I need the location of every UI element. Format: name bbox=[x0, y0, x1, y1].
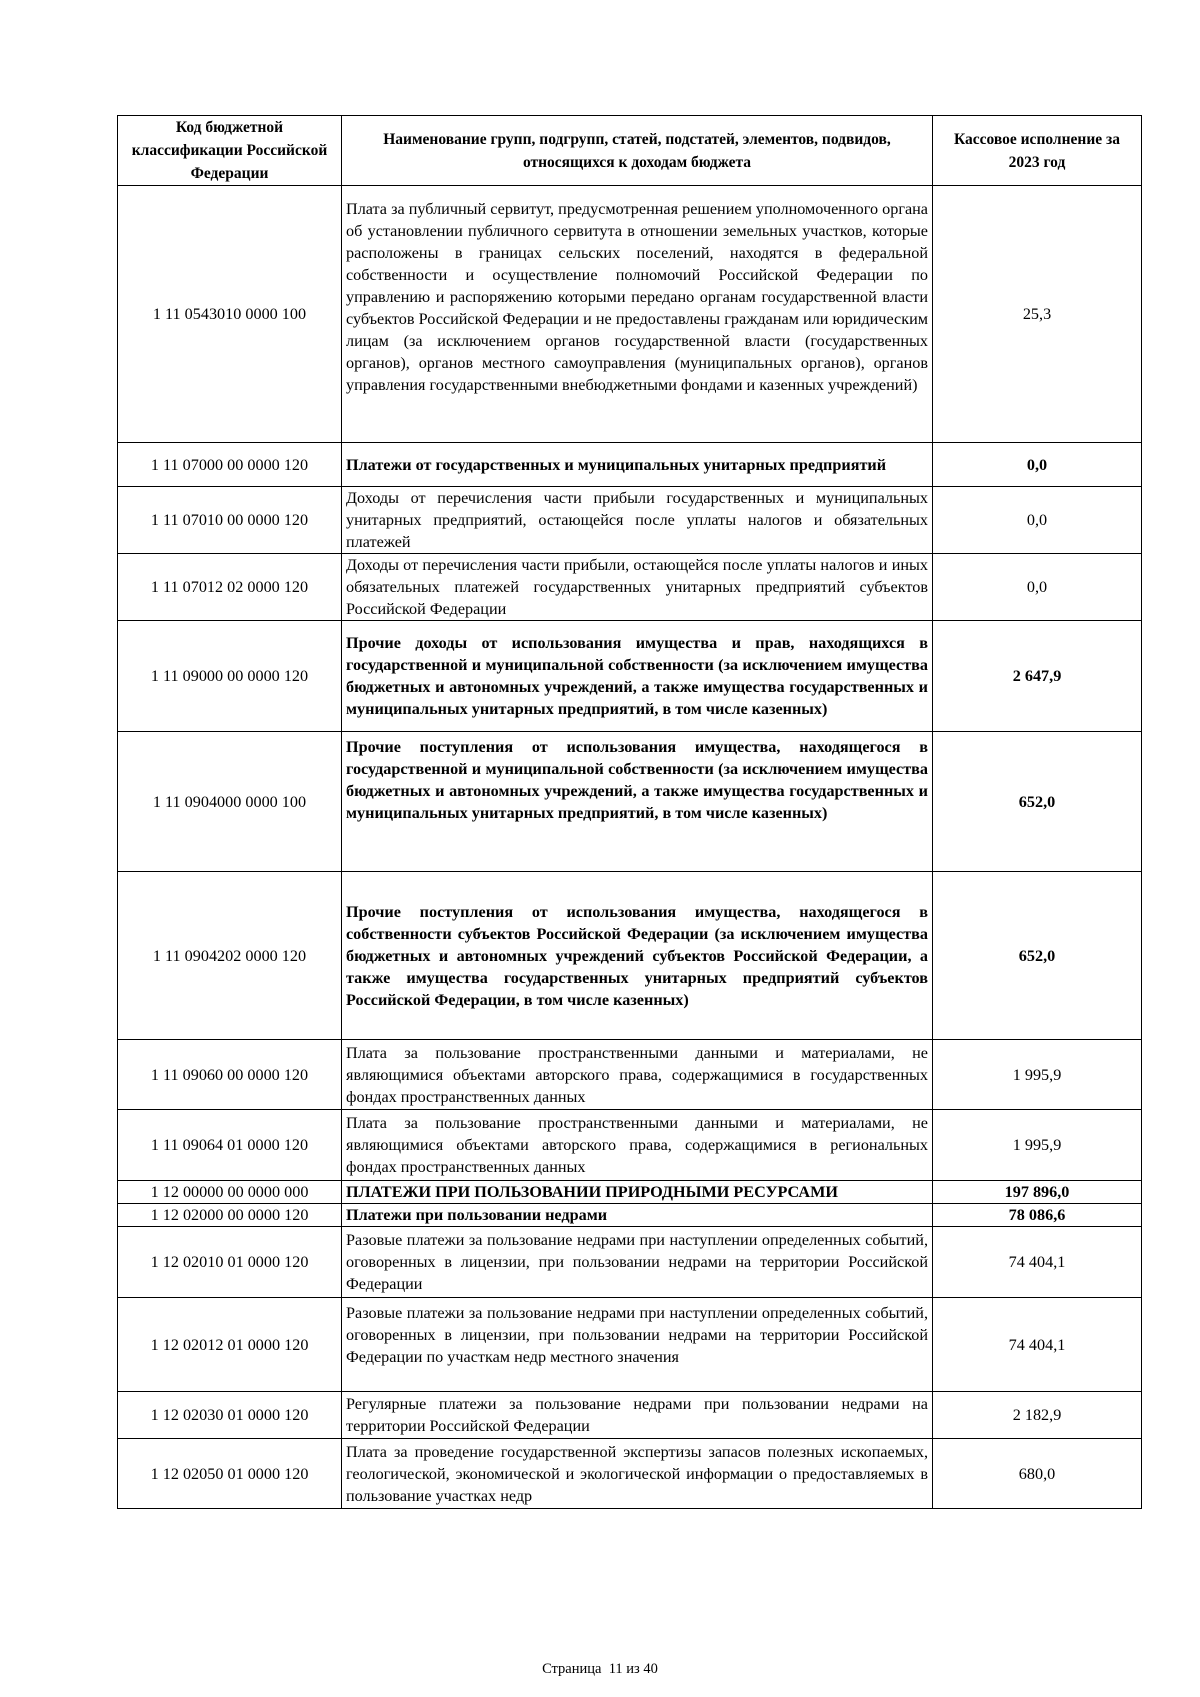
row-code: 1 11 09064 01 0000 120 bbox=[118, 1110, 342, 1181]
row-code: 1 11 07000 00 0000 120 bbox=[118, 443, 342, 487]
row-name: Платежи от государственных и муниципальных унитарных предприятий bbox=[342, 443, 933, 487]
row-code: 1 12 02000 00 0000 120 bbox=[118, 1204, 342, 1227]
row-name: Разовые платежи за пользование недрами при наступлении определенных событий, оговоренных в лицензии, при пользовании недрами на территории Российской Федерации bbox=[342, 1227, 933, 1298]
row-name: Плата за проведение государственной экспертизы запасов полезных ископаемых, геологической, экономической и экологической информации о предоставляемых в пользование участках недр bbox=[342, 1439, 933, 1509]
row-amount: 78 086,6 bbox=[933, 1204, 1142, 1227]
row-amount: 652,0 bbox=[933, 872, 1142, 1040]
table-row bbox=[118, 487, 1142, 554]
row-name: Прочие доходы от использования имущества и прав, находящихся в государственной и муниципальной собственности (за исключением имущества бюджетных и автономных учреждений, а также имущества государственных и муниципальных унитарных предприятий, в том числе казенных) bbox=[342, 621, 933, 732]
row-name: Плата за публичный сервитут, предусмотренная решением уполномоченного органа об установлении публичного сервитута в отношении земельных участков, которые расположены в границах сельских поселений, находятся в федеральной собственности и осуществление полномочий Российской Федерации по управлению и распоряжению которыми передано органам государственной власти субъектов Российской Федерации и не предоставлены гражданам или юридическим лицам (за исключением органов государственной власти (государственных органов), органов местного самоуправления (муниципальных органов), органов управления государственными внебюджетными фондами и казенных учреждений) bbox=[342, 186, 933, 443]
row-code: 1 11 09000 00 0000 120 bbox=[118, 621, 342, 732]
row-name: Доходы от перечисления части прибыли, остающейся после уплаты налогов и иных обязательных платежей государственных унитарных предприятий субъектов Российской Федерации bbox=[342, 554, 933, 621]
row-code: 1 11 0904000 0000 100 bbox=[118, 732, 342, 872]
table-row bbox=[118, 1110, 1142, 1181]
table-row bbox=[118, 443, 1142, 487]
row-code: 1 12 02012 01 0000 120 bbox=[118, 1298, 342, 1392]
row-code: 1 11 07012 02 0000 120 bbox=[118, 554, 342, 621]
row-amount: 25,3 bbox=[933, 186, 1142, 443]
table-row bbox=[118, 554, 1142, 621]
row-code: 1 12 02010 01 0000 120 bbox=[118, 1227, 342, 1298]
row-code: 1 11 0543010 0000 100 bbox=[118, 186, 342, 443]
budget-table bbox=[117, 115, 1142, 1509]
table-row bbox=[118, 621, 1142, 732]
row-code: 1 11 07010 00 0000 120 bbox=[118, 487, 342, 554]
row-code: 1 12 02030 01 0000 120 bbox=[118, 1392, 342, 1439]
row-name: Плата за пользование пространственными данными и материалами, не являющимися объектами авторского права, содержащимися в региональных фондах пространственных данных bbox=[342, 1110, 933, 1181]
table-row bbox=[118, 1439, 1142, 1509]
header-name: Наименование групп, подгрупп, статей, подстатей, элементов, подвидов, относящихся к доходам бюджета bbox=[342, 116, 933, 186]
row-name: Прочие поступления от использования имущества, находящегося в собственности субъектов Российской Федерации (за исключением имущества бюджетных и автономных учреждений субъектов Российской Федерации, а также имущества государственных унитарных предприятий субъектов Российской Федерации, в том числе казенных) bbox=[342, 872, 933, 1040]
table-row bbox=[118, 1204, 1142, 1227]
row-name: Плата за пользование пространственными данными и материалами, не являющимися объектами авторского права, содержащимися в государственных фондах пространственных данных bbox=[342, 1040, 933, 1110]
header-amount: Кассовое исполнение за 2023 год bbox=[933, 116, 1142, 186]
row-name: ПЛАТЕЖИ ПРИ ПОЛЬЗОВАНИИ ПРИРОДНЫМИ РЕСУРСАМИ bbox=[342, 1181, 933, 1204]
row-amount: 2 647,9 bbox=[933, 621, 1142, 732]
row-amount: 680,0 bbox=[933, 1439, 1142, 1509]
table-row bbox=[118, 1227, 1142, 1298]
row-code: 1 11 0904202 0000 120 bbox=[118, 872, 342, 1040]
row-name: Разовые платежи за пользование недрами при наступлении определенных событий, оговоренных в лицензии, при пользовании недрами на территории Российской Федерации по участкам недр местного значения bbox=[342, 1298, 933, 1392]
row-amount: 652,0 bbox=[933, 732, 1142, 872]
row-amount: 74 404,1 bbox=[933, 1227, 1142, 1298]
row-amount: 0,0 bbox=[933, 443, 1142, 487]
row-code: 1 11 09060 00 0000 120 bbox=[118, 1040, 342, 1110]
row-name: Платежи при пользовании недрами bbox=[342, 1204, 933, 1227]
table-row bbox=[118, 1298, 1142, 1392]
row-amount: 74 404,1 bbox=[933, 1298, 1142, 1392]
table-row bbox=[118, 732, 1142, 872]
row-amount: 0,0 bbox=[933, 487, 1142, 554]
row-name: Регулярные платежи за пользование недрами при пользовании недрами на территории Российской Федерации bbox=[342, 1392, 933, 1439]
row-name: Прочие поступления от использования имущества, находящегося в государственной и муниципальной собственности (за исключением имущества бюджетных и автономных учреждений, а также имущества государственных и муниципальных унитарных предприятий, в том числе казенных) bbox=[342, 732, 933, 872]
row-amount: 2 182,9 bbox=[933, 1392, 1142, 1439]
row-code: 1 12 02050 01 0000 120 bbox=[118, 1439, 342, 1509]
row-code: 1 12 00000 00 0000 000 bbox=[118, 1181, 342, 1204]
table-row bbox=[118, 1392, 1142, 1439]
table-row bbox=[118, 872, 1142, 1040]
table-row bbox=[118, 1040, 1142, 1110]
row-amount: 197 896,0 bbox=[933, 1181, 1142, 1204]
row-name: Доходы от перечисления части прибыли государственных и муниципальных унитарных предприятий, остающейся после уплаты налогов и обязательных платежей bbox=[342, 487, 933, 554]
row-amount: 0,0 bbox=[933, 554, 1142, 621]
row-amount: 1 995,9 bbox=[933, 1040, 1142, 1110]
table-header-row bbox=[118, 116, 1142, 186]
table-row bbox=[118, 186, 1142, 443]
page-number: Страница 11 из 40 bbox=[542, 1661, 658, 1677]
row-amount: 1 995,9 bbox=[933, 1110, 1142, 1181]
table-row bbox=[118, 1181, 1142, 1204]
header-code: Код бюджетной классификации Российской Федерации bbox=[118, 116, 342, 186]
